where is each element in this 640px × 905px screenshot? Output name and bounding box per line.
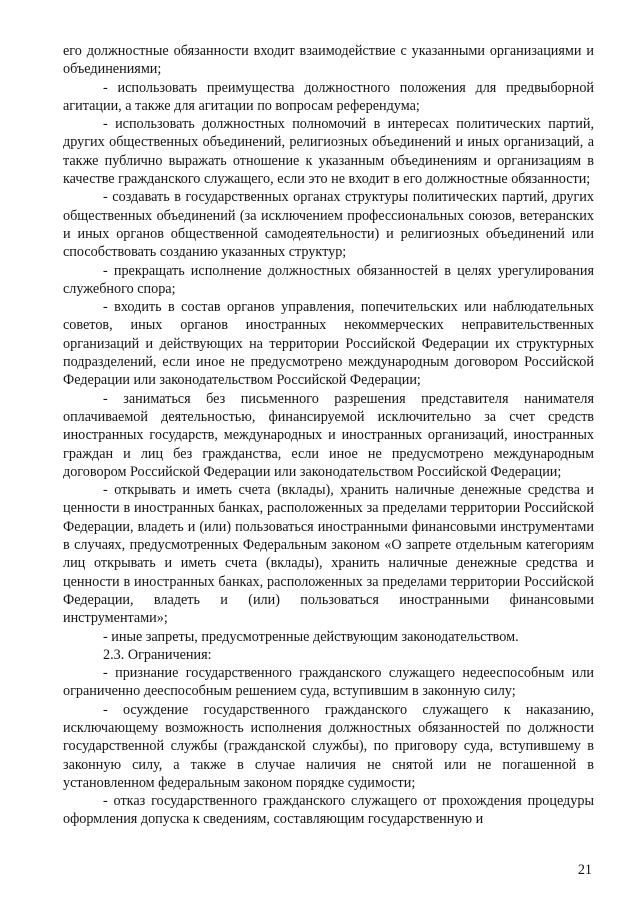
paragraph: - использовать преимущества должностного положения для предвыборной агитации, а также для агитации по вопросам референдума; <box>63 79 594 114</box>
document-body <box>63 42 594 829</box>
page-number: 21 <box>577 862 592 878</box>
paragraph: - отказ государственного гражданского служащего от прохождения процедуры оформления допуска к сведениям, составляющим государственную и <box>63 793 594 828</box>
paragraph: его должностные обязанности входит взаимодействие с указанными организациями и объединениями; <box>63 43 594 78</box>
paragraph: - использовать должностных полномочий в интересах политических партий, других общественных объединений, религиозных объединений и иных организаций, а также публично выражать отношение к указанным объединениям и организациям в качестве гражданского служащего, если это не входит в его должностные обязанности; <box>63 116 594 188</box>
paragraph: - входить в состав органов управления, попечительских или наблюдательных советов, иных органов иностранных некоммерческих неправительственных организаций и действующих на территории Российской Федерации их структурных подразделений, если иное не предусмотрено международным договором Российской Федерации или законодательством Российской Федерации; <box>63 299 594 389</box>
paragraph: - осуждение государственного гражданского служащего к наказанию, исключающему возможность исполнения должностных обязанностей по должности государственной службы (гражданской службы), по приговору суда, вступившему в законную силу, а также в случае наличия не снятой или не погашенной в установленном федеральным законом порядке судимости; <box>63 701 594 791</box>
paragraph: - иные запреты, предусмотренные действующим законодательством. <box>103 628 519 645</box>
paragraph: - признание государственного гражданского служащего недееспособным или ограниченно дееспособным решением суда, вступившим в законную силу; <box>63 665 594 700</box>
paragraph: - прекращать исполнение должностных обязанностей в целях урегулирования служебного спора; <box>63 262 594 297</box>
paragraph: - заниматься без письменного разрешения представителя нанимателя оплачиваемой деятельностью, финансируемой исключительно за счет средств иностранных государств, международных и иностранных организаций, иностранных граждан и лиц без гражданства, если иное не предусмотрено международным договором Российской Федерации или законодательством Российской Федерации; <box>63 390 594 480</box>
paragraph: - создавать в государственных органах структуры политических партий, других общественных объединений (за исключением профессиональных союзов, ветеранских и иных органов общественной самодеятельности) и религиозных объединений или способствовать созданию указанных структур; <box>63 189 594 261</box>
paragraph: - открывать и иметь счета (вклады), хранить наличные денежные средства и ценности в иностранных банках, расположенных за пределами территории Российской Федерации, владеть и (или) пользоваться иностранными финансовыми инструментами в случаях, предусмотренных Федеральным законом «О запрете отдельным категориям лиц открывать и иметь счета (вклады), хранить наличные денежные средства и ценности в иностранных банках, расположенных за пределами территории Российской Федерации, владеть и (или) пользоваться иностранными финансовыми инструментами»; <box>63 482 594 627</box>
section-heading: 2.3. Ограничения: <box>103 646 212 663</box>
